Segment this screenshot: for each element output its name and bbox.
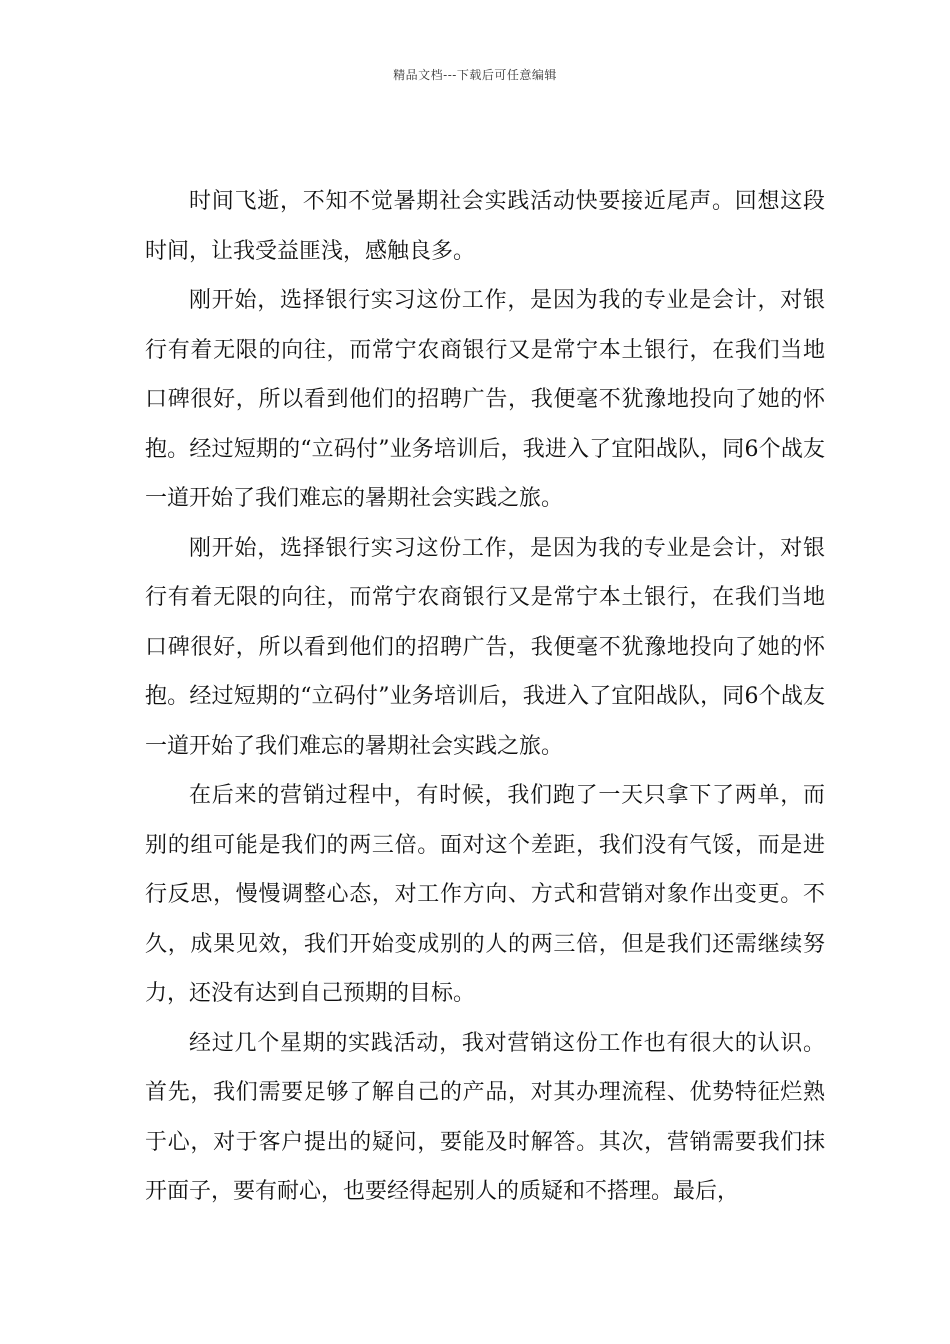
paragraph: 时间飞逝，不知不觉暑期社会实践活动快要接近尾声。回想这段时间，让我受益匪浅，感触良多。 — [145, 189, 825, 264]
paragraph: 经过几个星期的实践活动，我对营销这份工作也有很大的认识。首先，我们需要足够了解自己的产品，对其办理流程、优势特征烂熟于心，对于客户提出的疑问，要能及时解答。其次，营销需要我们抹开面子，要有耐心，也要经得起别人的质疑和不搭理。最后， — [145, 1030, 825, 1204]
paragraph: 在后来的营销过程中，有时候，我们跑了一天只拿下了两单，而别的组可能是我们的两三倍。面对这个差距，我们没有气馁，而是进行反思，慢慢调整心态，对工作方向、方式和营销对象作出变更。不久，成果见效，我们开始变成别的人的两三倍，但是我们还需继续努力，还没有达到自己预期的目标。 — [145, 783, 825, 1006]
page-header: 精品文档---下载后可任意编辑 — [393, 68, 557, 82]
paragraph: 刚开始，选择银行实习这份工作，是因为我的专业是会计，对银行有着无限的向往，而常宁农商银行又是常宁本土银行，在我们当地口碑很好，所以看到他们的招聘广告，我便毫不犹豫地投向了她的怀抱。经过短期的“立码付”业务培训后，我进入了宜阳战队，同6个战友一道开始了我们难忘的暑期社会实践之旅。 — [145, 288, 825, 511]
document-body — [145, 177, 825, 1217]
paragraph: 刚开始，选择银行实习这份工作，是因为我的专业是会计，对银行有着无限的向往，而常宁农商银行又是常宁本土银行，在我们当地口碑很好，所以看到他们的招聘广告，我便毫不犹豫地投向了她的怀抱。经过短期的“立码付”业务培训后，我进入了宜阳战队，同6个战友一道开始了我们难忘的暑期社会实践之旅。 — [145, 535, 825, 759]
